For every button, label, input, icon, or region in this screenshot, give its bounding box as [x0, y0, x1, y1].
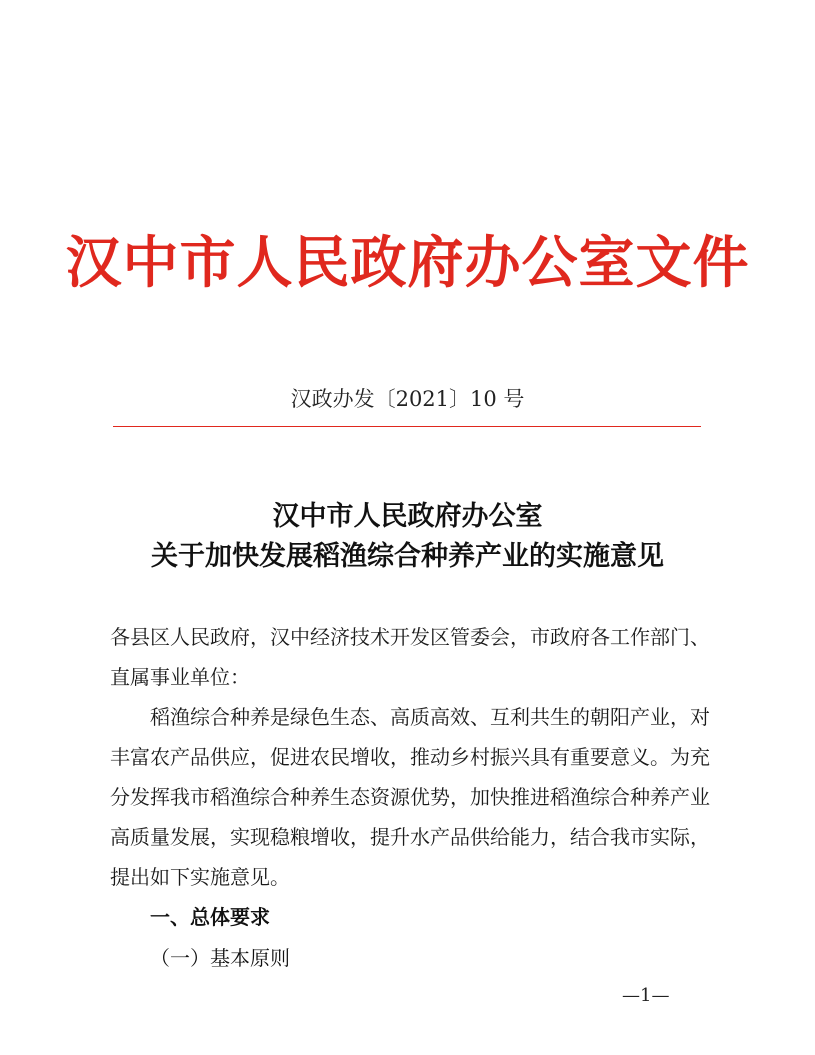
subsection-heading-basic-principles: （一）基本原则 [150, 946, 290, 970]
addressee-paragraph: 各县区人民政府，汉中经济技术开发区管委会，市政府各工作部门、直属事业单位： [110, 625, 710, 689]
document-title-line-1: 汉中市人民政府办公室 [272, 501, 543, 532]
intro-paragraph: 稻渔综合种养是绿色生态、高质高效、互利共生的朝阳产业，对丰富农产品供应，促进农民增收，推动乡村振兴具有重要意义。为充分发挥我市稻渔综合种养生态资源优势，加快推进稻渔综合种养产业高质量发展，实现稳粮增收，提升水产品供给能力，结合我市实际，提出如下实施意见。 [110, 705, 710, 889]
red-divider-line [113, 426, 701, 427]
document-number: 汉政办发〔2021〕10 号 [290, 387, 525, 411]
page-number: —1— [622, 985, 670, 1006]
document-masthead: 汉中市人民政府办公室文件 [65, 230, 750, 296]
document-title-line-2: 关于加快发展稻渔综合种养产业的实施意见 [151, 541, 664, 572]
section-heading-general-requirements: 一、总体要求 [150, 905, 270, 929]
